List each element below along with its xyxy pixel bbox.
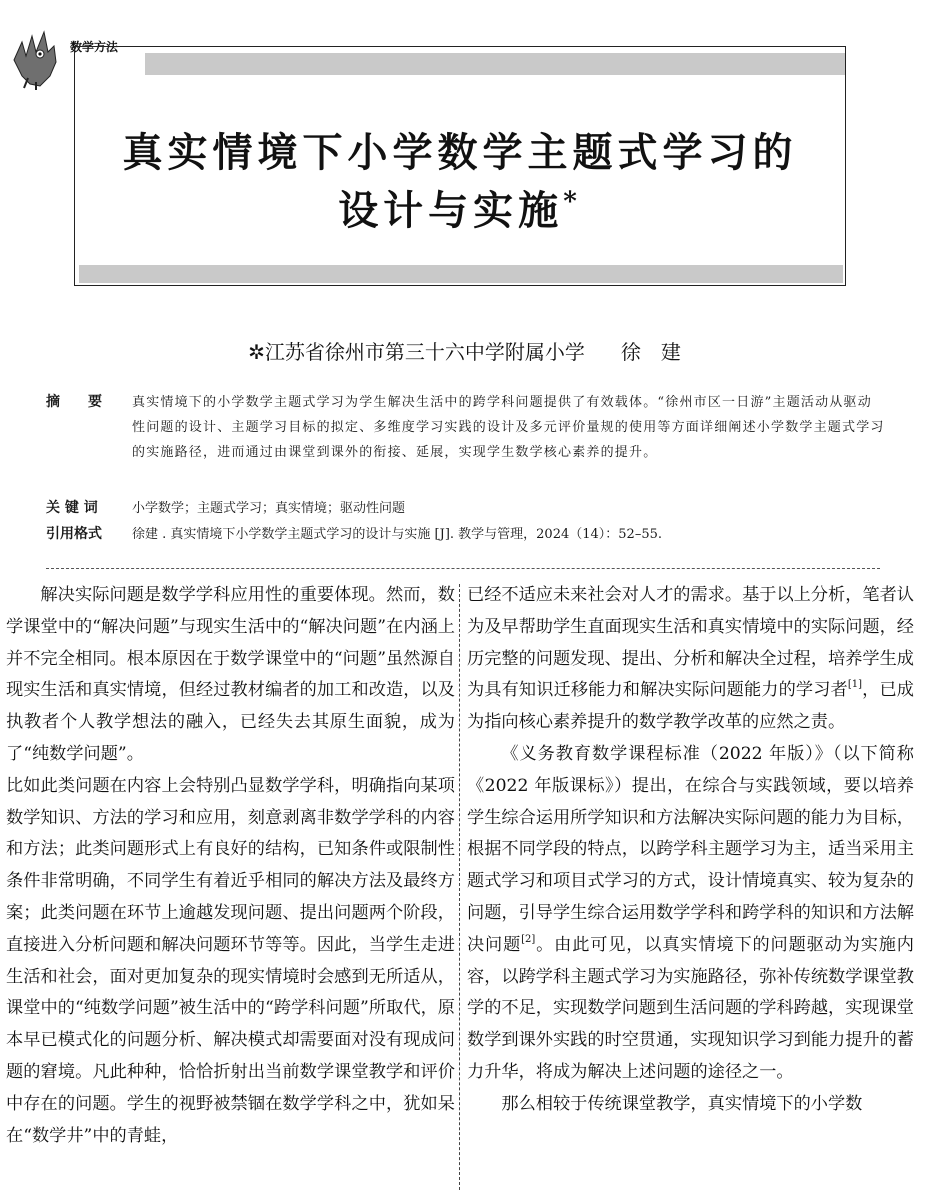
- mascot-logo: [10, 26, 80, 90]
- citation-block: [46, 522, 886, 547]
- article-title-text: 设计与实施: [338, 187, 564, 234]
- abstract-text: 真实情境下的小学数学主题式学习为学生解决生活中的跨学科问题提供了有效载体。“徐州市区一日游”主题活动从驱动性问题的设计、主题学习目标的拟定、多维度学习实践的设计及多元评价量规的使用等方面详细阐述小学数学主题式学习的实施路径，进而通过由课堂到课外的衔接、延展，实现学生数学核心素养的提升。: [132, 395, 885, 460]
- reference-mark: [2]: [521, 933, 536, 945]
- body-column-right: [467, 580, 914, 1121]
- title-footnote-mark: *: [563, 187, 582, 217]
- abstract-block: [46, 390, 886, 465]
- paragraph-text: 。由此可见，以真实情境下的问题驱动为实施内容，以跨学科主题式学习为实施路径，弥补传统数学课堂教学的不足，实现数学问题到生活问题的学科跨越，实现课堂数学到课外实践的时空贯通，实现知识学习到能力提升的蓄力升华，将成为解决上述问题的途径之一。: [467, 934, 914, 1082]
- paragraph-text: 已经不适应未来社会对人才的需求。基于以上分析，笔者认为及早帮助学生直面现实生活和真实情境中的实际问题，经历完整的问题发现、提出、分析和解决全过程，培养学生成为具有知识迁移能力和解决实际问题能力的学习者: [467, 585, 914, 701]
- reference-mark: [1]: [847, 679, 863, 691]
- paragraph-text: 《义务教育数学课程标准（2022 年版）》（以下简称《2022 年版课标》）提出，在综合与实践领域，要以培养学生综合运用所学知识和方法解决实际问题的能力为目标，根据不同学段的特点，以跨学科主题学习为主，适当采用主题式学习和项目式学习的方式，设计情境真实、较为复杂的问题，引导学生综合运用数学学科和跨学科的知识和方法解决问题: [467, 743, 914, 955]
- title-frame: [74, 46, 846, 286]
- article-title-line2: [75, 179, 845, 236]
- body-column-left: [6, 580, 455, 1152]
- citation-label: 引用格式: [46, 526, 102, 542]
- abstract-label: 摘 要: [46, 394, 102, 410]
- title-band-top: [145, 53, 845, 75]
- keywords-text: 小学数学；主题式学习；真实情境；驱动性问题: [132, 501, 406, 516]
- column-divider: [459, 584, 460, 1190]
- author-affiliation: ✲江苏省徐州市第三十六中学附属小学: [248, 340, 585, 364]
- author-line: [0, 336, 929, 365]
- article-title-line1: 真实情境下小学数学主题式学习的: [122, 129, 798, 176]
- title-band-bottom: [79, 265, 843, 283]
- author-name: 徐 建: [620, 340, 681, 364]
- keywords-block: [46, 496, 886, 521]
- section-divider: [46, 568, 880, 569]
- paragraph: [467, 739, 914, 1089]
- paragraph: 解决实际问题是数学学科应用性的重要体现。然而，数学课堂中的“解决问题”与现实生活中的“解决问题”在内涵上并不完全相同。根本原因在于数学课堂中的“问题”虽然源自现实生活和真实情境，但经过教材编者的加工和改造，以及执教者个人教学想法的融入，已经失去其原生面貌，成为了“纯数学问题”。: [6, 585, 455, 764]
- citation-text: 徐建 . 真实情境下小学数学主题式学习的设计与实施 [J]. 教学与管理，2024（14）：52–55.: [132, 527, 662, 542]
- paragraph-text: ，已成为指向核心素养提升的数学教学改革的应然之责。: [467, 680, 914, 733]
- section-tag: 数学方法: [70, 40, 119, 54]
- paragraph: [467, 580, 914, 739]
- keywords-label: 关 键 词: [46, 500, 98, 516]
- paragraph: 那么相较于传统课堂教学，真实情境下的小学数: [501, 1093, 863, 1114]
- paragraph: 比如此类问题在内容上会特别凸显数学学科，明确指向某项数学知识、方法的学习和应用，刻意剥离非数学学科的内容和方法；此类问题形式上有良好的结构，已知条件或限制性条件非常明确，不同学生有着近乎相同的解决方法及最终方案；此类问题在环节上逾越发现问题、提出问题两个阶段，直接进入分析问题和解决问题环节等等。因此，当学生走进生活和社会，面对更加复杂的现实情境时会感到无所适从，课堂中的“纯数学问题”被生活中的“跨学科问题”所取代，原本早已模式化的问题分析、解决模式却需要面对没有现成问题的窘境。凡此种种，恰恰折射出当前数学课堂教学和评价中存在的问题。学生的视野被禁锢在数学学科之中，犹如呆在“数学井”中的青蛙，: [6, 775, 455, 1146]
